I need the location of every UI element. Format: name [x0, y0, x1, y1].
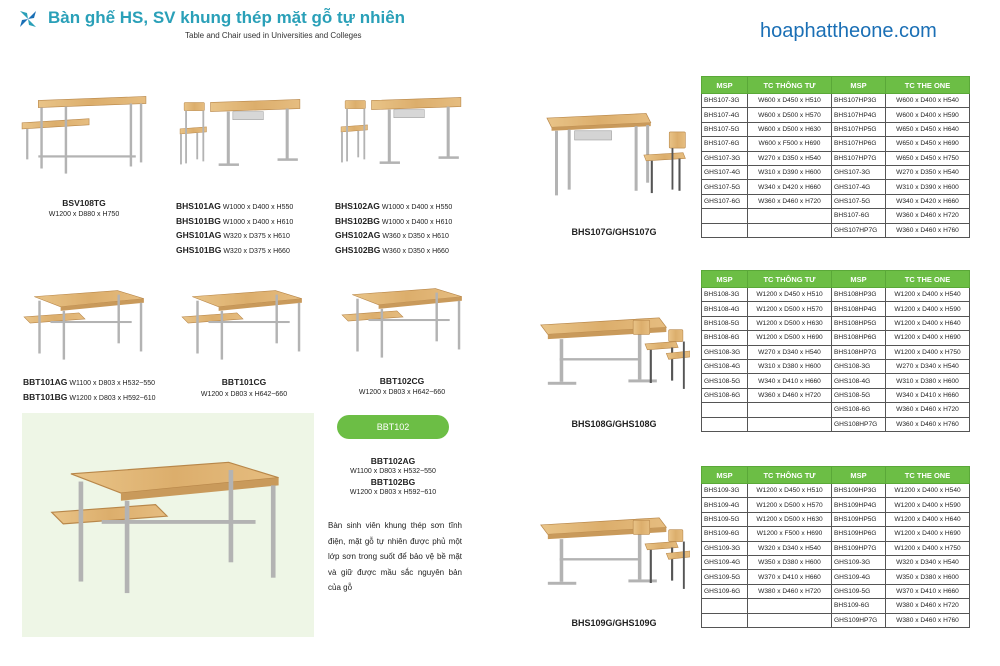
table-cell: W360 x D460 x H760 — [886, 417, 970, 431]
table-cell — [702, 209, 748, 223]
table-cell: W1200 x D400 x H590 — [886, 498, 970, 512]
table-cell: GHS107-5G — [702, 180, 748, 194]
table-row — [702, 374, 970, 388]
table-cell: BHS107HP4G — [832, 108, 886, 122]
table-cell: W600 x D400 x H540 — [886, 94, 970, 108]
table-cell: BHS108-5G — [702, 316, 748, 330]
bhs107-spec-table — [701, 76, 970, 238]
product-dim: W320 x D375 x H610 — [223, 233, 290, 240]
column-header: MSP — [832, 77, 886, 94]
bbt102cg-caption — [338, 376, 466, 396]
table-cell: GHS108HP7G — [832, 417, 886, 431]
product-dim: W1200 x D803 x H592~610 — [349, 489, 437, 496]
column-header: MSP — [702, 467, 748, 484]
table-cell — [748, 223, 832, 237]
column-header: MSP — [702, 271, 748, 288]
table-cell: W380 x D460 x H720 — [886, 599, 970, 613]
table-row — [702, 180, 970, 194]
bbt102-image — [44, 440, 294, 600]
table-cell: GHS108-3G — [832, 359, 886, 373]
table-row — [702, 209, 970, 223]
table-cell — [702, 613, 748, 627]
product-name: BHS101AG — [176, 201, 221, 211]
bhs107-label: BHS107G/GHS107G — [571, 227, 657, 237]
table-cell — [748, 599, 832, 613]
bbt101-caption — [23, 376, 156, 405]
bhs109-spec-table — [701, 466, 970, 628]
table-cell: BHS107HP5G — [832, 122, 886, 136]
table-row — [702, 331, 970, 345]
bhs108-image — [536, 296, 690, 406]
table-row — [702, 108, 970, 122]
table-cell: GHS108-6G — [702, 388, 748, 402]
table-cell: W270 x D350 x H540 — [886, 165, 970, 179]
product-name: BHS102BG — [335, 215, 380, 226]
table-cell: GHS107-3G — [702, 151, 748, 165]
table-cell: BHS107-5G — [702, 122, 748, 136]
table-cell: GHS107-4G — [832, 180, 886, 194]
bbt102-caption — [332, 456, 454, 496]
table-cell: W270 x D350 x H540 — [748, 151, 832, 165]
table-cell: W1200 x D450 x H510 — [748, 288, 832, 302]
table-row — [702, 512, 970, 526]
product-name: BSV108TG — [62, 198, 106, 208]
table-header-row — [702, 77, 970, 94]
table-cell: BHS108HP5G — [832, 316, 886, 330]
table-row — [702, 403, 970, 417]
product-name: BBT101BG — [23, 391, 68, 402]
bhs101-caption — [176, 200, 293, 258]
table-cell: BHS107-3G — [702, 94, 748, 108]
product-name: GHS101AG — [176, 230, 222, 240]
table-row — [702, 316, 970, 330]
bbt101cg-image — [178, 278, 310, 364]
table-cell: BHS108HP4G — [832, 302, 886, 316]
table-cell — [748, 613, 832, 627]
table-cell — [702, 403, 748, 417]
table-row — [702, 288, 970, 302]
bsv108tg-image — [18, 92, 150, 178]
table-cell — [748, 417, 832, 431]
table-cell: W340 x D410 x H660 — [748, 374, 832, 388]
product-name: BBT101AG — [23, 377, 68, 387]
table-cell: W320 x D340 x H540 — [886, 555, 970, 569]
table-cell: GHS107-3G — [832, 165, 886, 179]
table-cell: BHS108HP6G — [832, 331, 886, 345]
table-cell — [702, 599, 748, 613]
table-cell: GHS107HP7G — [832, 223, 886, 237]
product-dim: W360 x D350 x H660 — [382, 247, 449, 255]
table-header-row — [702, 467, 970, 484]
table-cell: GHS109-3G — [832, 555, 886, 569]
product-dim: W1200 x D803 x H642~660 — [358, 389, 446, 396]
table-cell: GHS109-4G — [832, 570, 886, 584]
table-cell: W380 x D460 x H760 — [886, 613, 970, 627]
table-cell: GHS108-5G — [832, 388, 886, 402]
table-cell: BHS107HP7G — [832, 151, 886, 165]
table-cell — [748, 403, 832, 417]
table-cell: W270 x D340 x H540 — [886, 359, 970, 373]
table-cell: W270 x D340 x H540 — [748, 345, 832, 359]
table-cell: W360 x D460 x H720 — [886, 403, 970, 417]
product-dim: W1200 x D803 x H592~610 — [69, 394, 156, 402]
table-row — [702, 555, 970, 569]
table-cell: BHS107-6G — [702, 137, 748, 151]
spec-line — [23, 391, 156, 406]
table-cell: W1200 x D400 x H640 — [886, 316, 970, 330]
product-name: BBT101CG — [221, 377, 267, 387]
bhs107-image — [540, 100, 690, 210]
table-cell: W320 x D340 x H540 — [748, 541, 832, 555]
product-name: BBT102BG — [370, 477, 416, 487]
table-cell: W310 x D380 x H600 — [886, 374, 970, 388]
product-name: GHS102AG — [335, 230, 381, 240]
table-row — [702, 122, 970, 136]
table-row — [702, 417, 970, 431]
table-cell: W340 x D420 x H660 — [748, 180, 832, 194]
bhs109-image — [536, 496, 690, 606]
table-row — [702, 388, 970, 402]
table-cell: GHS109HP7G — [832, 613, 886, 627]
product-name: BBT102AG — [370, 456, 416, 466]
page-title: Bàn ghế HS, SV khung thép mặt gỗ tự nhiên — [48, 8, 406, 27]
table-cell: W360 x D460 x H760 — [886, 223, 970, 237]
table-cell: W600 x D450 x H510 — [748, 94, 832, 108]
spec-line — [176, 229, 293, 244]
table-cell: GHS107-6G — [702, 194, 748, 208]
table-cell: W340 x D420 x H660 — [886, 194, 970, 208]
table-cell: BHS109-4G — [702, 498, 748, 512]
bbt101-image — [20, 278, 152, 364]
pinwheel-logo-icon — [18, 9, 38, 29]
table-row — [702, 223, 970, 237]
product-name: GHS102BG — [335, 244, 381, 255]
product-dim: W1200 x D880 x H750 — [48, 211, 120, 218]
table-cell: W1200 x D400 x H690 — [886, 331, 970, 345]
table-row — [702, 137, 970, 151]
table-row — [702, 541, 970, 555]
table-row — [702, 527, 970, 541]
product-name: BBT102CG — [379, 376, 425, 386]
product-name: GHS101BG — [176, 244, 222, 255]
table-cell: BHS107HP3G — [832, 94, 886, 108]
table-cell: W1200 x D400 x H640 — [886, 512, 970, 526]
product-dim: W1200 x D803 x H642~660 — [200, 391, 288, 398]
table-cell: W370 x D410 x H660 — [748, 570, 832, 584]
table-cell: W1200 x D400 x H750 — [886, 541, 970, 555]
table-row — [702, 359, 970, 373]
table-cell: W600 x F500 x H690 — [748, 137, 832, 151]
table-cell: W650 x D450 x H750 — [886, 151, 970, 165]
table-cell: W1200 x D450 x H510 — [748, 484, 832, 498]
product-dim: W1100 x D803 x H532~550 — [350, 468, 436, 475]
table-cell: W1200 x D400 x H540 — [886, 288, 970, 302]
product-name: BHS101BG — [176, 215, 221, 226]
product-name: BHS102AG — [335, 201, 380, 211]
column-header: TC THÔNG TƯ — [748, 77, 832, 94]
table-cell: BHS108HP3G — [832, 288, 886, 302]
table-row — [702, 498, 970, 512]
table-cell: W310 x D390 x H600 — [748, 165, 832, 179]
table-cell: BHS109-6G — [832, 599, 886, 613]
table-cell: W1200 x D400 x H590 — [886, 302, 970, 316]
product-dim: W1000 x D400 x H610 — [222, 218, 294, 226]
table-cell: GHS108-4G — [832, 374, 886, 388]
table-cell: W350 x D380 x H600 — [748, 555, 832, 569]
table-cell: BHS108-3G — [702, 288, 748, 302]
spec-line — [335, 244, 452, 259]
table-cell: BHS107-6G — [832, 209, 886, 223]
table-cell: GHS108-6G — [832, 403, 886, 417]
table-cell: W1200 x D500 x H630 — [748, 512, 832, 526]
table-cell — [702, 223, 748, 237]
table-cell: GHS108-3G — [702, 345, 748, 359]
product-dim: W1000 x D400 x H550 — [381, 204, 453, 211]
column-header: TC THE ONE — [886, 77, 970, 94]
spec-line — [335, 229, 452, 244]
table-cell: W1200 x D400 x H690 — [886, 527, 970, 541]
table-cell: GHS109-3G — [702, 541, 748, 555]
table-cell: GHS109-4G — [702, 555, 748, 569]
table-cell: W650 x D450 x H690 — [886, 137, 970, 151]
bbt102-description: Bàn sinh viên khung thép sơn tĩnh điện, mặt gỗ tự nhiên được phủ một lớp sơn trong suốt để bảo vệ bề mặt và giữ được mầu sắc nguyên bản của gỗ — [328, 521, 462, 593]
table-cell: W1200 x D500 x H570 — [748, 302, 832, 316]
bhs108-spec-table — [701, 270, 970, 432]
table-row — [702, 94, 970, 108]
product-dim: W1000 x D400 x H550 — [222, 204, 294, 211]
table-cell: BHS109HP7G — [832, 541, 886, 555]
table-cell: W1200 x D500 x H570 — [748, 498, 832, 512]
table-cell: BHS109HP6G — [832, 527, 886, 541]
table-cell: W380 x D460 x H720 — [748, 584, 832, 598]
column-header: MSP — [702, 77, 748, 94]
column-header: TC THÔNG TƯ — [748, 271, 832, 288]
table-cell: BHS109-6G — [702, 527, 748, 541]
table-cell: W310 x D390 x H600 — [886, 180, 970, 194]
bhs102-caption — [335, 200, 452, 258]
table-row — [702, 570, 970, 584]
table-cell: BHS107HP6G — [832, 137, 886, 151]
table-cell: W600 x D500 x H630 — [748, 122, 832, 136]
table-row — [702, 302, 970, 316]
product-dim: W360 x D350 x H610 — [382, 233, 449, 240]
table-cell: W360 x D460 x H720 — [748, 194, 832, 208]
table-cell: W360 x D460 x H720 — [886, 209, 970, 223]
table-cell: W1200 x F500 x H690 — [748, 527, 832, 541]
spec-line — [23, 376, 156, 391]
bhs109-label: BHS109G/GHS109G — [571, 618, 657, 628]
table-cell: BHS109HP3G — [832, 484, 886, 498]
bsv108tg-caption — [20, 198, 148, 218]
bbt101cg-caption — [180, 377, 308, 398]
table-cell: GHS107-4G — [702, 165, 748, 179]
table-cell: BHS109-5G — [702, 512, 748, 526]
bhs108-label: BHS108G/GHS108G — [571, 419, 657, 429]
table-row — [702, 165, 970, 179]
column-header: MSP — [832, 271, 886, 288]
table-row — [702, 613, 970, 627]
table-cell: BHS107-4G — [702, 108, 748, 122]
table-cell: W600 x D500 x H570 — [748, 108, 832, 122]
bbt102cg-image — [338, 276, 470, 362]
table-row — [702, 484, 970, 498]
bhs102-image — [337, 92, 469, 178]
table-cell: BHS108-6G — [702, 331, 748, 345]
spec-line — [176, 200, 293, 215]
table-row — [702, 599, 970, 613]
bbt102-pill: BBT102 — [337, 415, 449, 439]
table-cell: GHS109-5G — [702, 570, 748, 584]
table-cell — [702, 417, 748, 431]
table-cell: W370 x D410 x H660 — [886, 584, 970, 598]
product-dim: W1100 x D803 x H532~550 — [69, 380, 156, 387]
table-cell: W340 x D410 x H660 — [886, 388, 970, 402]
spec-line — [335, 215, 452, 230]
table-cell: BHS108-4G — [702, 302, 748, 316]
table-cell: W1200 x D400 x H750 — [886, 345, 970, 359]
table-cell: W600 x D400 x H590 — [886, 108, 970, 122]
product-dim: W1000 x D400 x H610 — [381, 218, 453, 226]
table-cell: GHS108-5G — [702, 374, 748, 388]
table-cell: W360 x D460 x H720 — [748, 388, 832, 402]
table-cell: W310 x D380 x H600 — [748, 359, 832, 373]
table-cell: W350 x D380 x H600 — [886, 570, 970, 584]
table-row — [702, 345, 970, 359]
table-cell — [748, 209, 832, 223]
page-subtitle: Table and Chair used in Universities and Colleges — [185, 31, 362, 40]
table-cell: BHS109HP4G — [832, 498, 886, 512]
table-cell: W1200 x D400 x H540 — [886, 484, 970, 498]
table-row — [702, 194, 970, 208]
table-cell: GHS108-4G — [702, 359, 748, 373]
column-header: TC THE ONE — [886, 467, 970, 484]
spec-line — [176, 244, 293, 259]
bhs101-image — [176, 94, 308, 180]
table-cell: BHS109HP5G — [832, 512, 886, 526]
spec-line — [335, 200, 452, 215]
table-header-row — [702, 271, 970, 288]
product-dim: W320 x D375 x H660 — [223, 247, 290, 255]
spec-line — [176, 215, 293, 230]
table-cell: GHS107-5G — [832, 194, 886, 208]
table-cell: BHS108HP7G — [832, 345, 886, 359]
table-cell: W1200 x D500 x H690 — [748, 331, 832, 345]
table-row — [702, 151, 970, 165]
column-header: MSP — [832, 467, 886, 484]
table-cell: W1200 x D500 x H630 — [748, 316, 832, 330]
table-cell: GHS109-5G — [832, 584, 886, 598]
table-cell: W650 x D450 x H640 — [886, 122, 970, 136]
website-link[interactable]: hoaphattheone.com — [760, 20, 937, 42]
column-header: TC THÔNG TƯ — [748, 467, 832, 484]
table-row — [702, 584, 970, 598]
table-cell: BHS109-3G — [702, 484, 748, 498]
table-cell: GHS109-6G — [702, 584, 748, 598]
column-header: TC THE ONE — [886, 271, 970, 288]
